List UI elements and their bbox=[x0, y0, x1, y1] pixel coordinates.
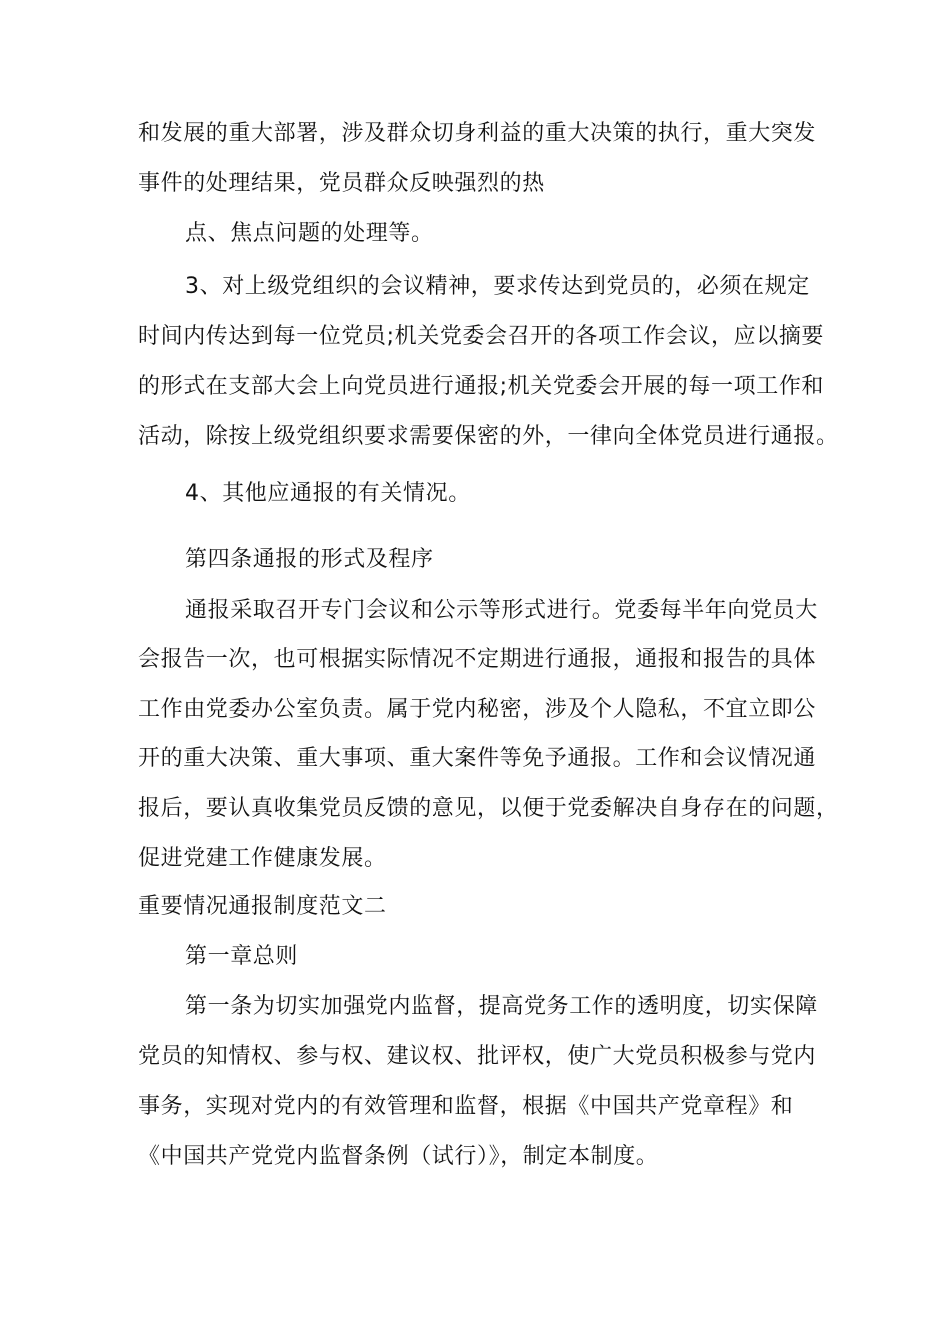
text-line: 时间内传达到每一位党员;机关党委会召开的各项工作会议，应以摘要 bbox=[138, 324, 825, 349]
chapter-heading: 第一章总则 bbox=[185, 944, 299, 969]
text-line: 和发展的重大部署，涉及群众切身利益的重大决策的执行，重大突发 bbox=[138, 121, 817, 146]
text-line: 事件的处理结果，党员群众反映强烈的热 bbox=[138, 171, 545, 196]
list-item: 4、其他应通报的有关情况。 bbox=[185, 481, 471, 506]
text-line: 党员的知情权、参与权、建议权、批评权，使广大党员积极参与党内 bbox=[138, 1044, 817, 1069]
text-line: 事务，实现对党内的有效管理和监督，根据《中国共产党章程》和 bbox=[138, 1094, 794, 1119]
text-line: 点、焦点问题的处理等。 bbox=[185, 221, 434, 246]
document-title: 重要情况通报制度范文二 bbox=[138, 894, 387, 919]
text-line: 通报采取召开专门会议和公示等形式进行。党委每半年向党员大 bbox=[185, 598, 818, 623]
text-line: 促进党建工作健康发展。 bbox=[138, 846, 387, 871]
text-line: 的形式在支部大会上向党员进行通报;机关党委会开展的每一项工作和 bbox=[138, 374, 825, 399]
text-line: 活动，除按上级党组织要求需要保密的外，一律向全体党员进行通报。 bbox=[138, 424, 839, 449]
section-heading: 第四条通报的形式及程序 bbox=[185, 547, 434, 572]
text-line: 开的重大决策、重大事项、重大案件等免予通报。工作和会议情况通 bbox=[138, 746, 817, 771]
list-item: 3、对上级党组织的会议精神，要求传达到党员的，必须在规定 bbox=[185, 274, 810, 299]
text-line: 会报告一次，也可根据实际情况不定期进行通报，通报和报告的具体 bbox=[138, 647, 817, 672]
text-line: 工作由党委办公室负责。属于党内秘密，涉及个人隐私，不宜立即公 bbox=[138, 697, 817, 722]
text-line: 第一条为切实加强党内监督，提高党务工作的透明度，切实保障 bbox=[185, 994, 818, 1019]
text-line: 《中国共产党党内监督条例（试行）》，制定本制度。 bbox=[138, 1144, 659, 1169]
text-line: 报后，要认真收集党员反馈的意见，以便于党委解决自身存在的问题， bbox=[138, 796, 839, 821]
